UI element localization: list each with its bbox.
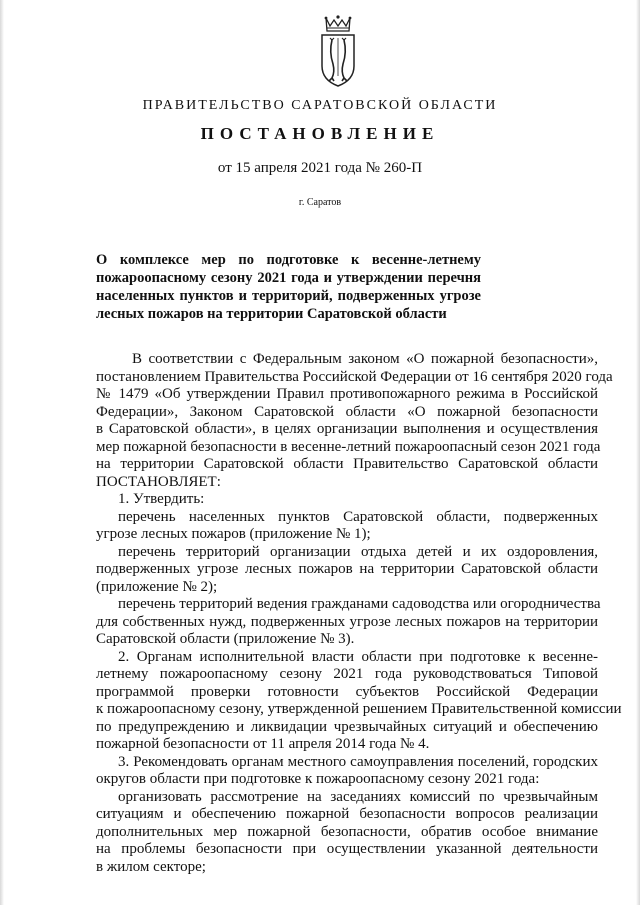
body-line: № 1479 «Об утверждении Правил противопожарного режима в Российской (96, 386, 598, 402)
document-title (96, 251, 481, 323)
document-type: ПОСТАНОВЛЕНИЕ (200, 124, 440, 143)
city: г. Саратов (298, 197, 342, 208)
body-line: 2. Органам исполнительной власти области при подготовке к весенне- (118, 648, 598, 665)
title-line: пожароопасному сезону 2021 года и утверждении перечня (96, 270, 481, 286)
body-line: на проблемы безопасности при осуществлении указанной деятельности (96, 841, 598, 857)
body-line: дополнительных мер пожарной безопасности, обратив особое внимание (96, 823, 598, 840)
body-line: пожарной безопасности от 11 апреля 2014 года № 4. (96, 736, 430, 752)
government-name: ПРАВИТЕЛЬСТВО САРАТОВСКОЙ ОБЛАСТИ (142, 98, 498, 113)
body-line: летнему пожароопасному сезону 2021 года руководствоваться Типовой (96, 666, 598, 682)
date-and-number: от 15 апреля 2021 года № 260-П (217, 160, 423, 176)
body-line: на территории Саратовской области Правительство Саратовской области (96, 456, 598, 472)
body-line: 1. Утвердить: (118, 491, 205, 507)
body-line: программой проверки готовности субъектов Российской Федерации (96, 683, 598, 700)
body-line: в Саратовской области», в целях организации выполнения и осуществления (96, 421, 598, 437)
body-line: 3. Рекомендовать органам местного самоуправления поселений, городских (118, 753, 598, 770)
body-line: Саратовской области (приложение № 3). (96, 631, 355, 647)
document-body (96, 351, 622, 876)
body-line: ситуациям и обеспечению пожарной безопасности вопросов реализации (96, 806, 598, 822)
body-line: подверженных угрозе лесных пожаров на территории Саратовской области (96, 561, 598, 577)
body-line: Федерации», Законом Саратовской области «О пожарной безопасности (96, 403, 598, 420)
body-line: перечень населенных пунктов Саратовской области, подверженных (118, 508, 598, 525)
saratov-coat-of-arms-icon (312, 14, 364, 90)
body-line: по предупреждению и ликвидации чрезвычайных ситуаций и обеспечению (96, 718, 598, 735)
body-line: округов области при подготовке к пожароопасному сезону 2021 года: (96, 771, 540, 787)
title-line: населенных пунктов и территорий, подверженных угрозе (96, 288, 481, 304)
body-line: В соответствии с Федеральным законом «О пожарной безопасности», (132, 351, 598, 367)
body-line: в жилом секторе; (96, 858, 206, 875)
body-line: мер пожарной безопасности в весенне-летний пожароопасный сезон 2021 года (96, 438, 601, 455)
body-line: для собственных нужд, подверженных угрозе лесных пожаров на территории (96, 613, 598, 630)
body-line: к пожароопасному сезону, утвержденной решением Правительственной комиссии (96, 701, 622, 717)
title-line: О комплексе мер по подготовке к весенне-летнему (96, 252, 481, 268)
body-line: (приложение № 2); (96, 578, 218, 595)
body-line: перечень территорий ведения гражданами садоводства или огородничества (118, 596, 601, 612)
body-line: угрозе лесных пожаров (приложение № 1); (96, 526, 371, 542)
body-line: ПОСТАНОВЛЯЕТ: (96, 473, 221, 490)
body-line: перечень территорий организации отдыха детей и их оздоровления, (118, 543, 598, 560)
body-line: постановлением Правительства Российской Федерации от 16 сентября 2020 года (96, 368, 613, 385)
body-line: организовать рассмотрение на заседаниях комиссий по чрезвычайным (118, 788, 598, 805)
title-line: лесных пожаров на территории Саратовской области (96, 306, 447, 322)
